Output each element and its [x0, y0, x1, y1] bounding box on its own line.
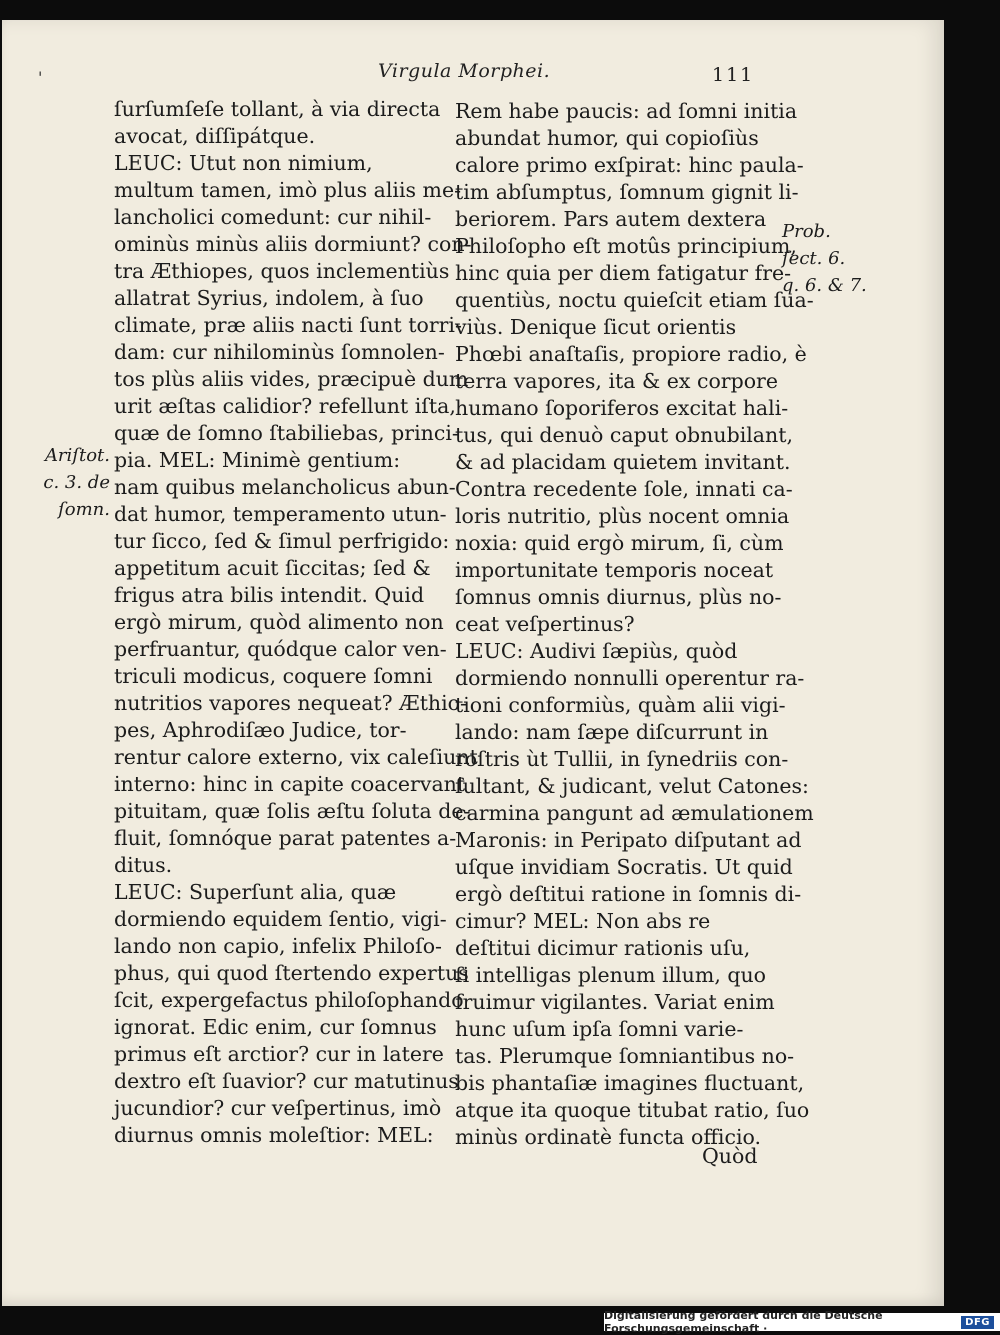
text-line: quentiùs, noctu quieſcit etiam ſua-	[455, 288, 814, 312]
text-line: abundat humor, qui copioſiùs	[455, 126, 759, 150]
text-line: diurnus omnis moleſtior: MEL:	[114, 1123, 434, 1147]
text-line: Philoſopho eſt motûs principium,	[455, 234, 797, 258]
text-line: ſultant, & judicant, velut Catones:	[455, 774, 809, 798]
right-margin-note	[782, 218, 892, 299]
funding-notice: Digitalisierung gefördert durch die Deutsche Forschungsgemeinschaft ·	[604, 1309, 883, 1335]
text-line: primus eſt arctior? cur in latere	[114, 1042, 444, 1066]
text-line: quæ de ſomno ſtabiliebas, princi-	[114, 421, 459, 445]
text-line: ditus.	[114, 853, 173, 877]
text-line: tra Æthiopes, quos inclementiùs	[114, 259, 450, 283]
text-line: perfruantur, quódque calor ven-	[114, 637, 447, 661]
text-line: tim abſumptus, ſomnum gignit li-	[455, 180, 799, 204]
left-text-column	[114, 96, 478, 1149]
text-line: pes, Aphrodiſæo Judice, tor-	[114, 718, 407, 742]
text-line: ſcit, expergefactus philoſophando	[114, 988, 464, 1012]
text-line: nam quibus melancholicus abun-	[114, 475, 456, 499]
text-line: ergò mirum, quòd alimento non	[114, 610, 444, 634]
margin-note-line: q. 6. & 7.	[782, 275, 867, 296]
text-line: ſi intelligas plenum illum, quo	[455, 963, 767, 987]
text-line: multum tamen, imò plus aliis me-	[114, 178, 462, 202]
text-line: calore primo exſpirat: hinc paula-	[455, 153, 804, 177]
text-line: ceat veſpertinus?	[455, 612, 635, 636]
text-line: atque ita quoque titubat ratio, ſuo	[455, 1098, 810, 1122]
text-line: humano ſoporiferos excitat hali-	[455, 396, 789, 420]
text-line: rentur calore externo, vix caleſiunt	[114, 745, 478, 769]
text-line: nutritios vapores nequeat? Æthio-	[114, 691, 467, 715]
text-line: viùs. Denique ſicut orientis	[455, 315, 737, 339]
text-line: ignorat. Edic enim, cur ſomnus	[114, 1015, 437, 1039]
margin-note-line: Prob.	[782, 221, 831, 242]
text-line: hunc uſum ipſa ſomni varie-	[455, 1017, 744, 1041]
text-line: dextro eſt ſuavior? cur matutinus	[114, 1069, 459, 1093]
text-line: pia. MEL: Minimè gentium:	[114, 448, 401, 472]
text-line: ſomnus omnis diurnus, plùs no-	[455, 585, 782, 609]
page-number: 111	[712, 64, 755, 86]
text-line: loris nutritio, plùs nocent omnia	[455, 504, 790, 528]
text-line: importunitate temporis noceat	[455, 558, 774, 582]
text-line: uſque invidiam Socratis. Ut quid	[455, 855, 793, 879]
margin-note-line: ſect. 6.	[782, 248, 846, 269]
text-line: LEUC: Superſunt alia, quæ	[114, 880, 397, 904]
text-line: dat humor, temperamento utun-	[114, 502, 447, 526]
text-line: lando non capio, infelix Philoſo-	[114, 934, 442, 958]
text-line: triculi modicus, coquere ſomni	[114, 664, 433, 688]
text-line: phus, qui quod ſtertendo expertus	[114, 961, 469, 985]
text-line: fluit, ſomnóque parat patentes a-	[114, 826, 457, 850]
text-line: terra vapores, ita & ex corpore	[455, 369, 778, 393]
text-line: beriorem. Pars autem dextera	[455, 207, 767, 231]
text-line: carmina pangunt ad æmulationem	[455, 801, 814, 825]
text-line: appetitum acuit ſiccitas; ſed &	[114, 556, 431, 580]
text-line: pituitam, quæ ſolis æſtu ſoluta de-	[114, 799, 471, 823]
text-line: bis phantaſiæ imagines fluctuant,	[455, 1071, 805, 1095]
text-line: lancholici comedunt: cur nihil-	[114, 205, 432, 229]
text-line: dam: cur nihilominùs ſomnolen-	[114, 340, 445, 364]
text-line: Contra recedente ſole, innati ca-	[455, 477, 793, 501]
text-line: hinc quia per diem fatigatur fre-	[455, 261, 792, 285]
text-line: ſurſumſeſe tollant, à via directa	[114, 97, 441, 121]
text-line: minùs ordinatè functa officio.	[455, 1125, 762, 1149]
text-line: LEUC: Audivi ſæpiùs, quòd	[455, 639, 738, 663]
text-line: interno: hinc in capite coacervant	[114, 772, 466, 796]
text-line: dormiendo nonnulli operentur ra-	[455, 666, 805, 690]
text-line: jucundior? cur veſpertinus, imò	[114, 1096, 442, 1120]
text-line: Maronis: in Peripato diſputant ad	[455, 828, 802, 852]
margin-note-line: c. 3. de	[43, 472, 110, 493]
margin-note-line: ſomn.	[58, 499, 110, 520]
dfg-logo-icon: DFG	[961, 1316, 994, 1329]
text-line: tus, qui denuò caput obnubilant,	[455, 423, 793, 447]
catchword: Quòd	[702, 1144, 758, 1168]
text-line: noxia: quid ergò mirum, ſi, cùm	[455, 531, 784, 555]
text-line: allatrat Syrius, indolem, à ſuo	[114, 286, 424, 310]
text-line: fruimur vigilantes. Variat enim	[455, 990, 775, 1014]
text-line: roſtris ùt Tullii, in ſynedriis con-	[455, 747, 789, 771]
margin-note-line: Ariſtot.	[44, 445, 110, 466]
running-title: Virgula Morphei.	[378, 60, 551, 82]
text-line: frigus atra bilis intendit. Quid	[114, 583, 425, 607]
text-line: & ad placidam quietem invitant.	[455, 450, 791, 474]
text-line: Phœbi anaſtaſis, propiore radio, è	[455, 342, 807, 366]
text-line: Rem habe paucis: ad ſomni initia	[455, 99, 798, 123]
text-line: lando: nam ſæpe diſcurrunt in	[455, 720, 769, 744]
text-line: cimur? MEL: Non abs re	[455, 909, 711, 933]
text-line: ergò deſtitui ratione in ſomnis di-	[455, 882, 802, 906]
text-line: tur ſicco, ſed & ſimul perfrigido:	[114, 529, 450, 553]
text-line: tas. Plerumque ſomniantibus no-	[455, 1044, 795, 1068]
text-line: dormiendo equidem ſentio, vigi-	[114, 907, 447, 931]
text-line: deſtitui dicimur rationis uſu,	[455, 936, 751, 960]
text-line: ominùs minùs aliis dormiunt? con-	[114, 232, 472, 256]
footer-bar	[604, 1309, 1000, 1335]
text-line: avocat, diſſipátque.	[114, 124, 316, 148]
text-line: tos plùs aliis vides, præcipuè dum	[114, 367, 469, 391]
text-line: climate, præ aliis nacti ſunt torri-	[114, 313, 462, 337]
text-line: urit æſtas calidior? refellunt iſta,	[114, 394, 456, 418]
text-line: LEUC: Utut non nimium,	[114, 151, 373, 175]
corner-mark: '	[38, 68, 43, 87]
left-margin-note	[10, 442, 110, 523]
text-line: tioni conformiùs, quàm alii vigi-	[455, 693, 786, 717]
